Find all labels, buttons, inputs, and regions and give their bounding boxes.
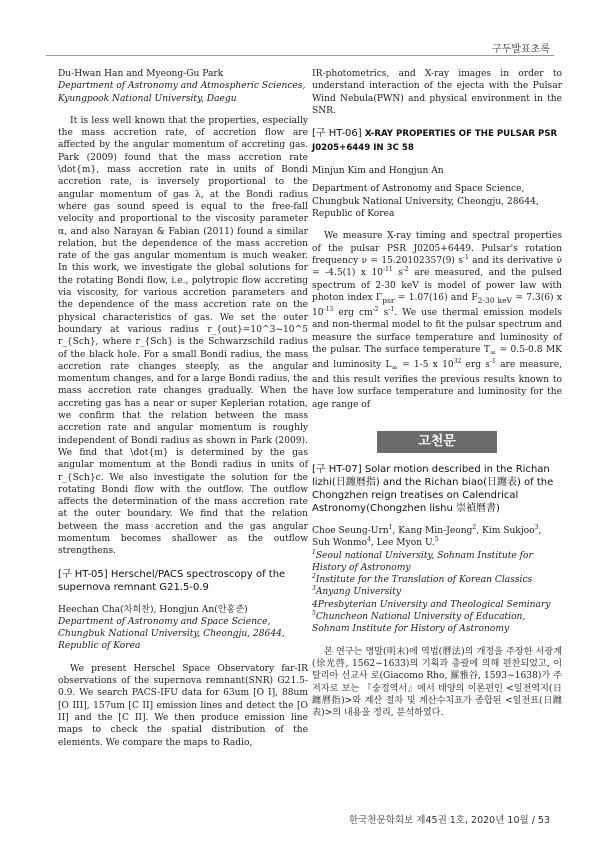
abstract-affiliation: Department of Astronomy and Atmospheric Sciences, Kyungpook National University, Daegu <box>58 81 306 104</box>
header-rule <box>46 55 554 56</box>
ht06-title-prefix: [구 HT-06] <box>312 128 362 140</box>
ht05-authors: Heechan Cha(차희찬), Hongjun An(안홍준) <box>58 604 248 615</box>
ht07-affiliation-2: $^2$Institute for the Translation of Korean Classics <box>312 573 533 586</box>
ht07-affiliation-5: $^5$Chuncheon National University of Education, Sohnam Institute for History of Astronomy <box>312 610 526 635</box>
ht06-authors: Minjun Kim and Hongjun An <box>312 166 444 177</box>
ht06-title <box>312 127 562 155</box>
ht05-body-continued: IR-photometrics, and X-ray images in order to understand interaction of the ejecta with the Pulsar Wind Nebula(PWN) and physical environment in the SNR. <box>312 69 562 116</box>
running-head: 구두발표초록 <box>492 44 550 55</box>
ht07-title: [구 HT-07] Solar motion described in the Richan lizhi(日躔曆指) and the Richan biao(日躔表) of the Chongzhen reign treatises on Calendrical Astronomy(Chongzhen lishu 崇禎曆書) <box>312 463 554 514</box>
ht07-body: 본 연구는 명말(明末)에 역법(曆法)의 개정을 주장한 서광계(徐光啓, 1562~1633)의 기획과 총괄에 의해 편찬되었고, 이탈리아 선교사 로(Giacomo Rho, 羅雅谷, 1593~1638)가 주 저자로 보는 『숭정역서』에서 태양의 이론편인 <일전역지(日躔曆指)>와 계산 절차 및 계산수치표가 종합된 <일전표(日躔表)>의 내용을 정리, 분석하였다. <box>312 646 562 719</box>
footer: 한국천문학회보 제45권 1호, 2020년 10월 / 53 <box>349 815 550 826</box>
section-banner: 고천문 <box>377 431 497 453</box>
ht07-affiliation-1: $^1$Seoul national University, Sohnam Institute for History of Astronomy <box>312 548 533 573</box>
ht07-affiliation-4: 4Presbyterian University and Theological Seminary <box>312 599 551 610</box>
abstract-authors: Du-Hwan Han and Myeong-Gu Park <box>58 69 224 79</box>
left-column <box>58 68 308 749</box>
ht06-title-rest: X-RAY PROPERTIES OF THE PULSAR PSR J0205+6449 IN 3C 58 <box>312 129 558 154</box>
ht05-affiliation: Department of Astronomy and Space Science, Chungbuk National University, Cheongju, 28644, Republic of Korea <box>58 616 285 652</box>
ht07-affiliation-3: $^3$Anyang University <box>312 585 402 598</box>
ht06-affiliation: Department of Astronomy and Space Science, Chungbuk National University, Cheongju, 28644, Republic of Korea <box>312 184 539 220</box>
ht05-body: We present Herschel Space Observatory far-IR observations of the supernova remnant(SNR) G21.5-0.9. We search PACS-IFU data for 63um [O I], 88um [O III], 157um [C II] emission lines and detect the [O II] and the [C II]. We then produce emission line maps to check the spatial distribution of the elements. We compare the maps to Radio, <box>58 663 308 748</box>
ht05-title: [구 HT-05] Herschel/PACS spectroscopy of the supernova remnant G21.5-0.9 <box>58 568 286 593</box>
abstract-body: It is less well known that the properties, especially the mass accretion rate, of accretion flow are affected by the angular momentum of accreting gas. Park (2009) found that the mass accretion rate \dot{m}, mass accretion rate in units of Bondi accretion rate, is inversely proportional to the angular momentum of gas λ, at the Bondi radius where gas sound speed is equal to the free-fall velocity and proportional to the viscosity parameter α, and also Narayan & Fabian (2011) found a similar relation, but the dependence of the mass accretion rate of the gas angular momentum is much weaker. In this work, we investigate the global solutions for the rotating Bondi flow, i.e., polytropic flow accreting via viscosity, for various accretion parameters and the dependence of the mass accretion rate on the physical characteristics of gas. We set the outer boundary at various radius r_{out}=10^3~10^5 r_{Sch}, where r_{Sch} is the Schwarzschild radius of the black hole. For a small Bondi radius, the mass accretion rate changes steeply, as the angular momentum changes, and for a large Bondi radius, the mass accretion rate changes gradually. When the accreting gas has a near or super Keplerian rotation, we confirm that the relation between the mass accretion rate and angular momentum is roughly independent of Bondi radius as shown in Park (2009). We find that \dot{m} is determined by the gas angular momentum at the Bondi radius in units of r_{Sch}c. We also investigate the solution for the rotating Bondi flow with the outflow. The outflow affects the determination of the mass accretion rate at the outer boundary. We find that the relation between the mass accretion and the gas angular momentum becomes shallower as the outflow strengthens. <box>58 115 308 557</box>
ht06-body: We measure X-ray timing and spectral properties of the pulsar PSR J0205+6449. Pulsar's rotation frequency ν = 15.20102357(9) $s^{-1}$ and its derivative ν̇ = -4.5(1) x $10^{-11}$ $s^{-2}$ are measured, and the pulsed spectrum of 2-30 keV is model of power law with photon index $\Gamma_{psr} = 1.07(16)$ and $F_{2-30 keV} = 7.3(6)$ x $10^{-13}$ erg $cm^{-2}$ $s^{-1}$. We use thermal emission models and non-thermal model to fit the pulsar spectrum and measure the surface temperature and luminosity of the pulsar. The surface temperature $T_\infty = 0.5-0.8$ MK and luminosity $L_\infty = 1-5$ x $10^{32}$ erg $s^{-1}$ are measure, and this result verifies the previous results known to have low surface temperature and luminosity for the age range of <box>312 231 563 410</box>
right-column <box>312 68 562 719</box>
ht07-authors: Choe Seung-Urn$^1$, Kang Min-Jeong$^2$, Kim Sukjoo$^3$, Suh Wonmo$^4$, Lee Myon U.$^5$ <box>312 523 542 549</box>
